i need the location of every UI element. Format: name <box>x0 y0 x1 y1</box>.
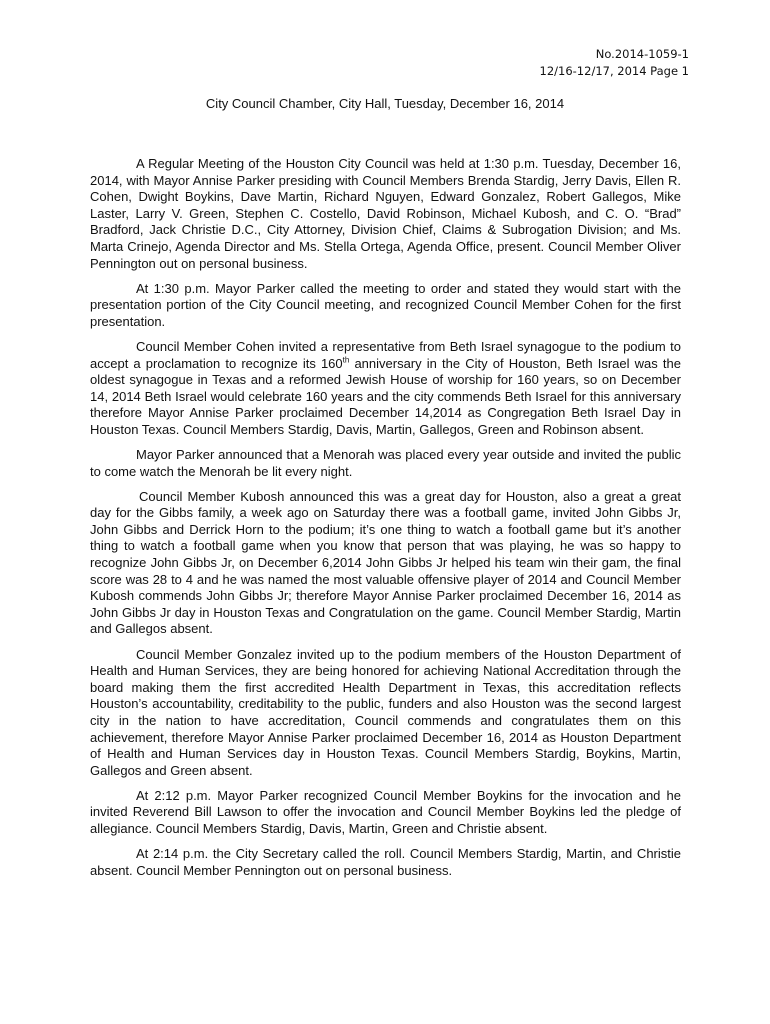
meeting-title: City Council Chamber, City Hall, Tuesday, December 16, 2014 <box>205 96 565 111</box>
paragraph-beth-israel-proclamation <box>90 339 681 439</box>
document-header <box>540 46 689 80</box>
paragraph-gibbs-proclamation: Council Member Kubosh announced this was a great day for Houston, also a great a great day for the Gibbs family, a week ago on Saturday there was a football game, invited John Gibbs Jr, John Gibbs and Derrick Horn to the podium; it’s one thing to watch a football game but it’s another thing to watch a football game when you know that person that was playing, he was so happy to recognize John Gibbs Jr, on December 6,2014 John Gibbs Jr helped his team win their gam, the final score was 28 to 4 and he was named the most valuable offensive player of 2014 and Council Member Kubosh commends John Gibbs Jr; therefore Mayor Annise Parker proclaimed December 16, 2014 as John Gibbs Jr day in Houston Texas and Congratulation on the game. Council Member Stardig, Martin and Gallegos absent. <box>90 488 681 637</box>
paragraph-invocation: At 2:12 p.m. Mayor Parker recognized Council Member Boykins for the invocation and he invited Reverend Bill Lawson to offer the invocation and Council Member Boykins led the pledge of allegiance. Council Members Stardig, Davis, Martin, Green and Christie absent. <box>90 787 681 836</box>
paragraph-call-to-order: At 1:30 p.m. Mayor Parker called the meeting to order and stated they would start with the presentation portion of the City Council meeting, and recognized Council Member Cohen for the first presentation. <box>90 280 681 329</box>
paragraph-roll-call: At 2:14 p.m. the City Secretary called the roll. Council Members Stardig, Martin, and Christie absent. Council Member Pennington out on personal business. <box>90 846 681 878</box>
minutes-body <box>90 156 681 888</box>
superscript-ordinal: th <box>342 355 350 365</box>
paragraph-health-department-proclamation: Council Member Gonzalez invited up to the podium members of the Houston Department of Health and Human Services, they are being honored for achieving National Accreditation through the board making them the first accredited Health Department in Texas, this accreditation reflects Houston’s accountability, creditability to the public, funders and also Houston was the second largest city in the nation to have accreditation, Council commends and congratulates them on this achievement, therefore Mayor Annise Parker proclaimed December 16, 2014 as Houston Department of Health and Human Services day in Houston Texas. Council Members Stardig, Boykins, Martin, Gallegos and Green absent. <box>90 646 681 778</box>
date-page-line: 12/16-12/17, 2014 Page 1 <box>539 64 689 78</box>
paragraph-text: Council Member Cohen invited a representative from Beth Israel synagogue to the podium to accept a proclamation to recognize its 160 <box>90 338 681 371</box>
paragraph-menorah: Mayor Parker announced that a Menorah was placed every year outside and invited the public to come watch the Menorah be lit every night. <box>90 447 681 479</box>
paragraph-text: anniversary in the City of Houston, Beth Israel was the oldest synagogue in Texas and a reformed Jewish House of worship for 160 years, so on December 14, 2014 Beth Israel would celebrate 160 years and the city commends Beth Israel for this anniversary therefore Mayor Annise Parker proclaimed December 14,2014 as Congregation Beth Israel Day in Houston Texas. Council Members Stardig, Davis, Martin, Gallegos, Green and Robinson absent. <box>90 355 681 437</box>
paragraph-meeting-attendance: A Regular Meeting of the Houston City Council was held at 1:30 p.m. Tuesday, December 16, 2014, with Mayor Annise Parker presiding with Council Members Brenda Stardig, Jerry Davis, Ellen R. Cohen, Dwight Boykins, Dave Martin, Richard Nguyen, Edward Gonzalez, Robert Gallegos, Mike Laster, Larry V. Green, Stephen C. Costello, David Robinson, Michael Kubosh, and C. O. “Brad” Bradford, Jack Christie D.C., City Attorney, Division Chief, Claims & Subrogation Division; and Ms. Marta Crinejo, Agenda Director and Ms. Stella Ortega, Agenda Office, present. Council Member Oliver Pennington out on personal business. <box>90 156 681 271</box>
document-number: No.2014-1059-1 <box>595 47 689 61</box>
